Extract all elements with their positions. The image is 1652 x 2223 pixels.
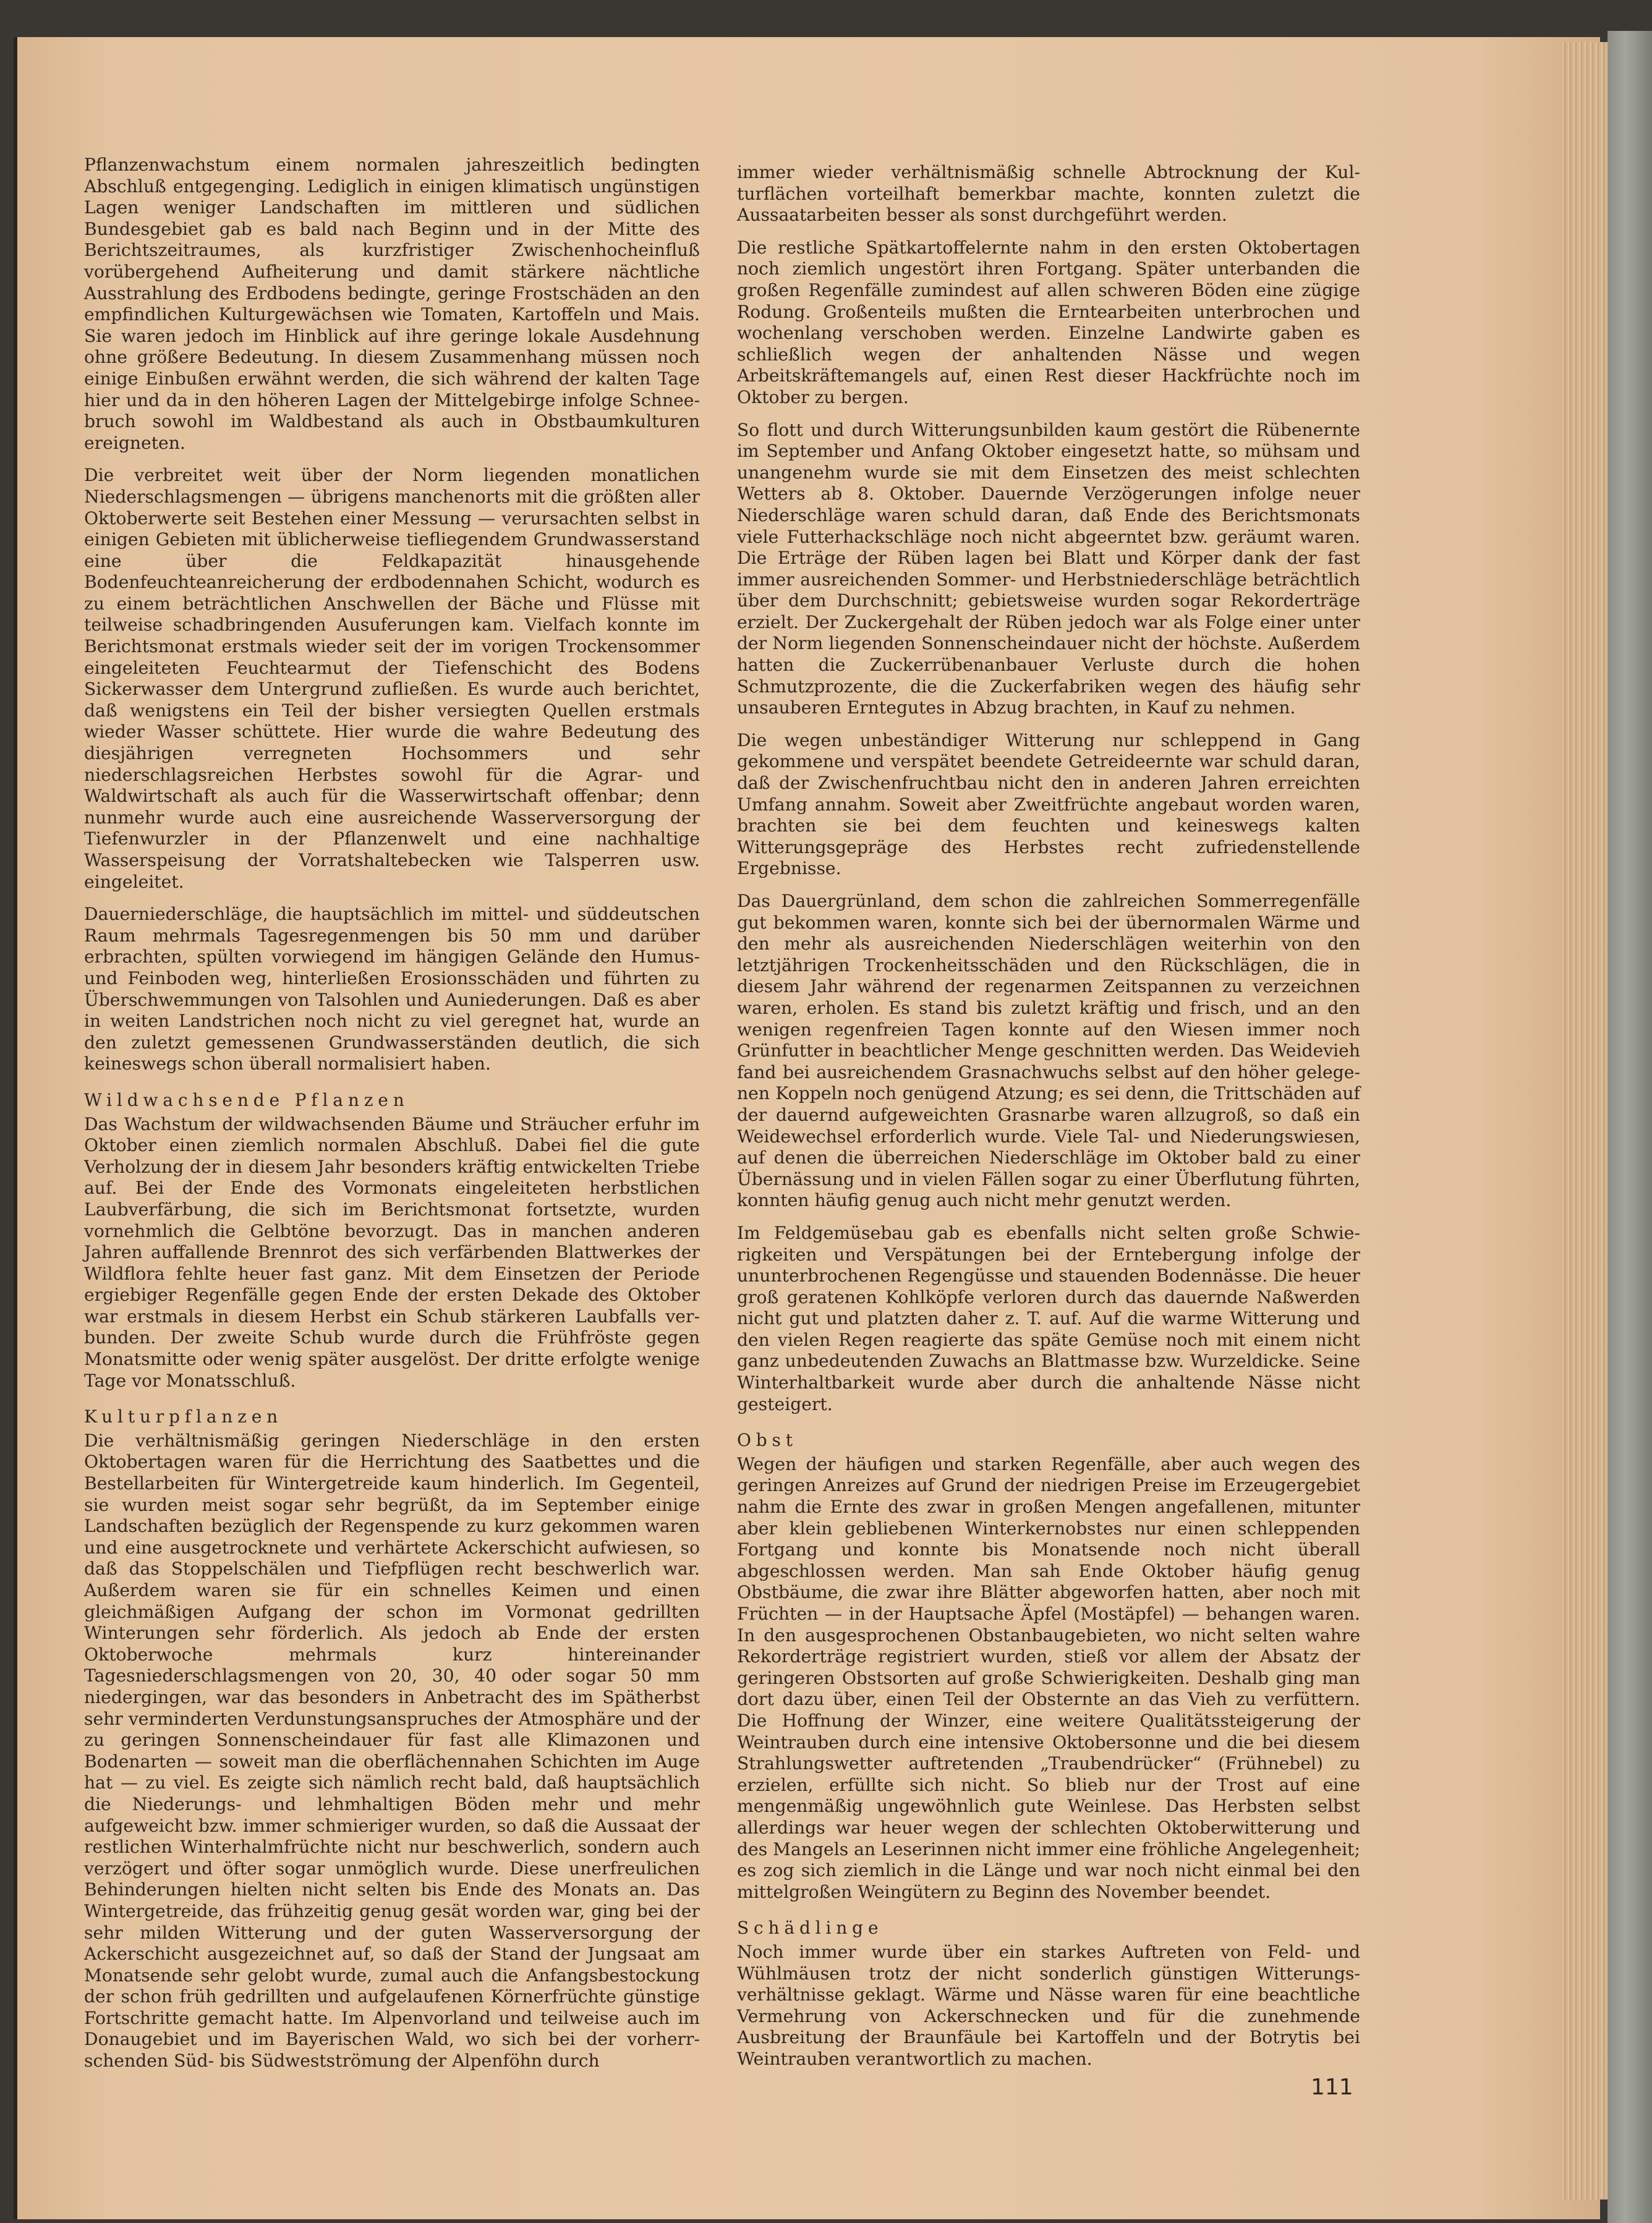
paragraph: Das Dauergrünland, dem schon die zahlreichen Sommerregenfälle gut bekommen waren, konnte sich bei der übernormalen Wärme und den mehr als ausreichenden Niederschlägen weiterhin von den letztjährigen Trockenheitsschäden und den Rückschlägen, die in diesem Jahr während der regenarmen Zeitspannen zu verzeichnen waren, erholen. Es stand bis zuletzt kräftig und frisch, und an den wenigen regenfreien Tagen konnte auf den Wiesen immer noch Grünfutter in beachtlicher Menge geschnitten werden. Das Weidevieh fand bei ausreichendem Grasnachwuchs selbst auf den höher gelegenen Koppeln noch genügend Atzung; es sei denn, die Trittschäden auf der dauernd aufgeweichten Grasnarbe waren allzugroß, so daß ein Weidewechsel erforderlich wurde. Viele Tal- und Niederungswiesen, auf denen die überreichen Niederschläge im Oktober bald zu einer Übernässung und in vielen Fällen sogar zu einer Überflutung führten, konnten häufig genug auch nicht mehr genutzt werden. bbox=[737, 891, 1360, 1211]
section-heading-kulturpflanzen: Kulturpflanzen bbox=[84, 1406, 283, 1427]
section-heading-wildwachsende-pflanzen: Wildwachsende Pflanzen bbox=[84, 1089, 409, 1110]
paragraph: Im Feldgemüsebau gab es ebenfalls nicht selten große Schwierigkeiten und Verspätungen bei der Erntebergung infolge der ununterbrochenen Regengüsse und stauenden Bodennässe. Die heuer groß geratenen Kohlköpfe verloren durch das dauernde Naßwerden nicht gut und platzten daher z. T. auf. Auf die warme Witterung und den vielen Regen reagierte das späte Gemüse noch mit einem nicht ganz unbedeutenden Zuwachs an Blattmasse bzw. Wurzeldicke. Seine Winterhaltbarkeit wurde aber durch die anhaltende Nässe nicht gesteigert. bbox=[737, 1222, 1360, 1414]
paragraph: So flott und durch Witterungsunbilden kaum gestört die Rübenernte im September und Anfang Oktober eingesetzt hatte, so mühsam und unangenehm wurde sie mit dem Einsetzen des meist schlechten Wetters ab 8. Oktober. Dauernde Verzögerungen infolge neuer Niederschläge waren schuld daran, daß Ende des Berichtsmonats viele Futterhackschläge noch nicht abgeerntet bzw. geräumt waren. Die Erträge der Rüben lagen bei Blatt und Körper dank der fast immer ausreichenden Sommer- und Herbstniederschläge beträchtlich über dem Durchschnitt; gebietsweise wurden sogar Rekorderträge erzielt. Der Zuckergehalt der Rüben jedoch war als Folge einer unter der Norm liegenden Sonnenscheindauer nicht der höchste. Außerdem hatten die Zuckerrübenanbauer Verluste durch die hohen Schmutzprozente, die die Zuckerfabriken wegen des häufig sehr unsauberen Erntegutes in Abzug brachten, in Kauf zu nehmen. bbox=[737, 419, 1360, 718]
book-binding bbox=[1607, 31, 1652, 2223]
page-number: 111 bbox=[1311, 2075, 1353, 2100]
paragraph: Dauerniederschläge, die hauptsächlich im mittel- und süddeutschen Raum mehrmals Tagesregenmengen bis 50 mm und darüber erbrachten, spülten vorwiegend im hängigen Gelände den Humus- und Feinboden weg, hinterließen Erosionsschäden und führten zu Überschwemmungen von Talsohlen und Auniederungen. Daß es aber in weiten Landstrichen noch nicht zu viel geregnet hat, wurde an den zuletzt gemessenen Grundwasserständen deutlich, die sich keineswegs schon überall normalisiert haben. bbox=[84, 904, 700, 1074]
paragraph: Die verhältnismäßig geringen Niederschläge in den ersten Oktobertagen waren für die Herrichtung des Saatbettes und die Bestellarbeiten für Wintergetreide kaum hinderlich. Im Gegenteil, sie wurden meist sogar sehr begrüßt, da im September einige Landschaften bezüglich der Regenspende zu kurz gekommen waren und eine ausgetrocknete und verhärtete Ackerschicht aufwiesen, so daß das Stoppelschälen und Tiefpflügen recht beschwerlich war. Außerdem waren sie für ein schnelles Keimen und einen gleichmäßigen Aufgang der schon im Vormonat gedrillten Winterungen sehr förderlich. Als jedoch ab Ende der ersten Oktoberwoche mehrmals kurz hintereinander Tagesniederschlagsmengen von 20, 30, 40 oder sogar 50 mm niedergingen, war das besonders in Anbetracht des im Spätherbst sehr verminderten Verdunstungsanspruches der Atmosphäre und der zu geringen Sonnenscheindauer für fast alle Klimazonen und Bodenarten — soweit man die oberflächennahen Schichten im Auge hat — zu viel. Es zeigte sich nämlich recht bald, daß hauptsächlich die Niederungs- und lehmhaltigen Böden mehr und mehr aufgeweicht bzw. immer schmieriger wurden, so daß die Aussaat der restlichen Winterhalmfrüchte nicht nur beschwerlich, sondern auch verzögert und öfter sogar unmöglich wurde. Diese unerfreulichen Behinderungen hielten nicht selten bis Ende des Monats an. Das Wintergetreide, das frühzeitig genug gesät worden war, ging bei der sehr milden Witterung und der guten Wasserversorgung der Ackerschicht ausgezeichnet auf, so daß der Stand der Jungsaat am Monatsende sehr gelobt wurde, zumal auch die Anfangsbestockung der schon früh gedrillten und aufgelaufenen Körnerfrüchte günstige Fortschritte gemacht hatte. Im Alpenvorland und teilweise auch im Donaugebiet und im Bayerischen Wald, wo sich bei der vorherrschenden Süd- bis Südwestströmung der Alpenföhn durch bbox=[84, 1430, 700, 2072]
paragraph: Noch immer wurde über ein starkes Auftreten von Feld- und Wühlmäusen trotz der nicht sonderlich günstigen Witterungsverhältnisse geklagt. Wärme und Nässe waren für eine beachtliche Vermehrung von Ackerschnecken und für die zunehmende Ausbreitung der Braunfäule bei Kartoffeln und der Botrytis bei Weintrauben verantwortlich zu machen. bbox=[737, 1941, 1360, 2069]
section-heading-schaedlinge: Schädlinge bbox=[737, 1918, 883, 1939]
left-column bbox=[84, 155, 700, 2083]
paragraph: immer wieder verhältnismäßig schnelle Abtrocknung der Kulturflächen vorteilhaft bemerkbar machte, konnten zuletzt die Aussaatarbeiten besser als sonst durchgeführt werden. bbox=[737, 162, 1360, 226]
paragraph: Die verbreitet weit über der Norm liegenden monatlichen Niederschlagsmengen — übrigens manchenorts mit die größten aller Oktoberwerte seit Bestehen einer Messung — verursachten selbst in einigen Gebieten mit üblicherweise tiefliegendem Grundwasserstand eine über die Feldkapazität hinausgehende Bodenfeuchteanreicherung der erdbodennahen Schicht, wodurch es zu einem beträchtlichen Anschwellen der Bäche und Flüsse mit teilweise schadbringenden Ausuferungen kam. Vielfach konnte im Berichtsmonat erstmals wieder seit der im vorigen Trockensommer eingeleiteten Feuchtearmut der Tiefenschicht des Bodens Sickerwasser dem Untergrund zufließen. Es wurde auch berichtet, daß wenigstens ein Teil der bisher versiegten Quellen erstmals wieder Wasser schüttete. Hier wurde die wahre Bedeutung des diesjährigen verregneten Hochsommers und sehr niederschlagsreichen Herbstes sowohl für die Agrar- und Waldwirtschaft als auch für die Wasserwirtschaft offenbar; denn nunmehr wurde auch eine ausreichende Wasserversorgung der Tiefenwurzler in der Pflanzenwelt und eine nachhaltige Wasserspeisung der Vorratshaltebecken wie Talsperren usw. eingeleitet. bbox=[84, 465, 700, 892]
paragraph: Wegen der häufigen und starken Regenfälle, aber auch wegen des geringen Anreizes auf Grund der niedrigen Preise im Erzeugergebiet nahm die Ernte des zwar in großen Mengen angefallenen, mitunter aber klein gebliebenen Winterkernobstes nur einen schleppenden Fortgang und konnte bis Monatsende noch nicht überall abgeschlossen werden. Man sah Ende Oktober häufig genug Obstbäume, die zwar ihre Blätter abgeworfen hatten, aber noch mit Früchten — in der Hauptsache Äpfel (Mostäpfel) — behangen waren. In den ausgesprochenen Obstanbaugebieten, wo nicht selten wahre Rekorderträge registriert wurden, stieß vor allem der Absatz der geringeren Obstsorten auf große Schwierigkeiten. Deshalb ging man dort dazu über, einen Teil der Obsternte an das Vieh zu verfüttern. Die Hoffnung der Winzer, eine weitere Qualitätssteigerung der Weintrauben durch eine intensive Oktobersonne und die bei diesem Strahlungswetter auftretenden „Traubendrücker“ (Frühnebel) zu erzielen, erfüllte sich nicht. So blieb nur der Trost auf eine mengenmäßig ungewöhnlich gute Weinlese. Das Herbsten selbst allerdings war heuer wegen der schlechten Oktoberwitterung und des Mangels an Leserinnen nicht immer eine fröhliche Angelegenheit; es zog sich ziemlich in die Länge und war noch nicht einmal bei den mittelgroßen Weingütern zu Beginn des November beendet. bbox=[737, 1453, 1360, 1902]
paragraph: Die restliche Spätkartoffelernte nahm in den ersten Oktobertagen noch ziemlich ungestört ihren Fortgang. Später unterbanden die großen Regenfälle zumindest auf allen schweren Böden eine zügige Rodung. Großenteils mußten die Erntearbeiten unterbrochen und wochenlang verschoben werden. Einzelne Landwirte gaben es schließlich wegen der anhaltenden Nässe und wegen Arbeitskräftemangels auf, einen Rest dieser Hackfrüchte noch im Oktober zu bergen. bbox=[737, 237, 1360, 407]
paragraph: Pflanzenwachstum einem normalen jahreszeitlich bedingten Abschluß entgegenging. Lediglich in einigen klimatisch ungünstigen Lagen weniger Landschaften im mittleren und südlichen Bundesgebiet gab es bald nach Beginn und in der Mitte des Berichtszeitraumes, als kurzfristiger Zwischenhocheinfluß vorübergehend Aufheiterung und damit stärkere nächtliche Ausstrahlung des Erdbodens bedingte, geringe Frostschäden an den empfindlichen Kulturgewächsen wie Tomaten, Kartoffeln und Mais. Sie waren jedoch im Hinblick auf ihre geringe lokale Ausdehnung ohne größere Bedeutung. In diesem Zusammenhang müssen noch einige Einbußen erwähnt werden, die sich während der kalten Tage hier und da in den höheren Lagen der Mittelgebirge infolge Schneebruch sowohl im Waldbestand als auch in Obstbaumkulturen ereigneten. bbox=[84, 155, 700, 453]
right-column bbox=[737, 162, 1360, 2081]
paragraph: Die wegen unbeständiger Witterung nur schleppend in Gang gekommene und verspätet beendete Getreideernte war schuld daran, daß der Zwischenfruchtbau nicht den in anderen Jahren erreichten Umfang annahm. Soweit aber Zweitfrüchte angebaut worden waren, brachten sie bei dem feuchten und keineswegs kalten Witterungsgepräge des Herbstes recht zufriedenstellende Ergebnisse. bbox=[737, 729, 1360, 879]
section-heading-obst: Obst bbox=[737, 1430, 798, 1451]
paragraph: Das Wachstum der wildwachsenden Bäume und Sträucher erfuhr im Oktober einen ziemlich normalen Abschluß. Dabei fiel die gute Verholzung der in diesem Jahr besonders kräftig entwickelten Triebe auf. Bei der Ende des Vormonats eingeleiteten herbstlichen Laubverfärbung, die sich im Berichtsmonat fortsetzte, wurden vornehmlich die Gelbtöne bevorzugt. Das in manchen anderen Jahren auffallende Brennrot des sich verfärbenden Blattwerkes der Wildflora fehlte heuer fast ganz. Mit dem Einsetzen der Periode ergiebiger Regenfälle gegen Ende der ersten Dekade des Oktober war erstmals in diesem Herbst ein Schub stärkeren Laubfalls verbunden. Der zweite Schub wurde durch die Frühfröste gegen Monatsmitte oder wenig später ausgelöst. Der dritte erfolgte wenige Tage vor Monatsschluß. bbox=[84, 1113, 700, 1391]
